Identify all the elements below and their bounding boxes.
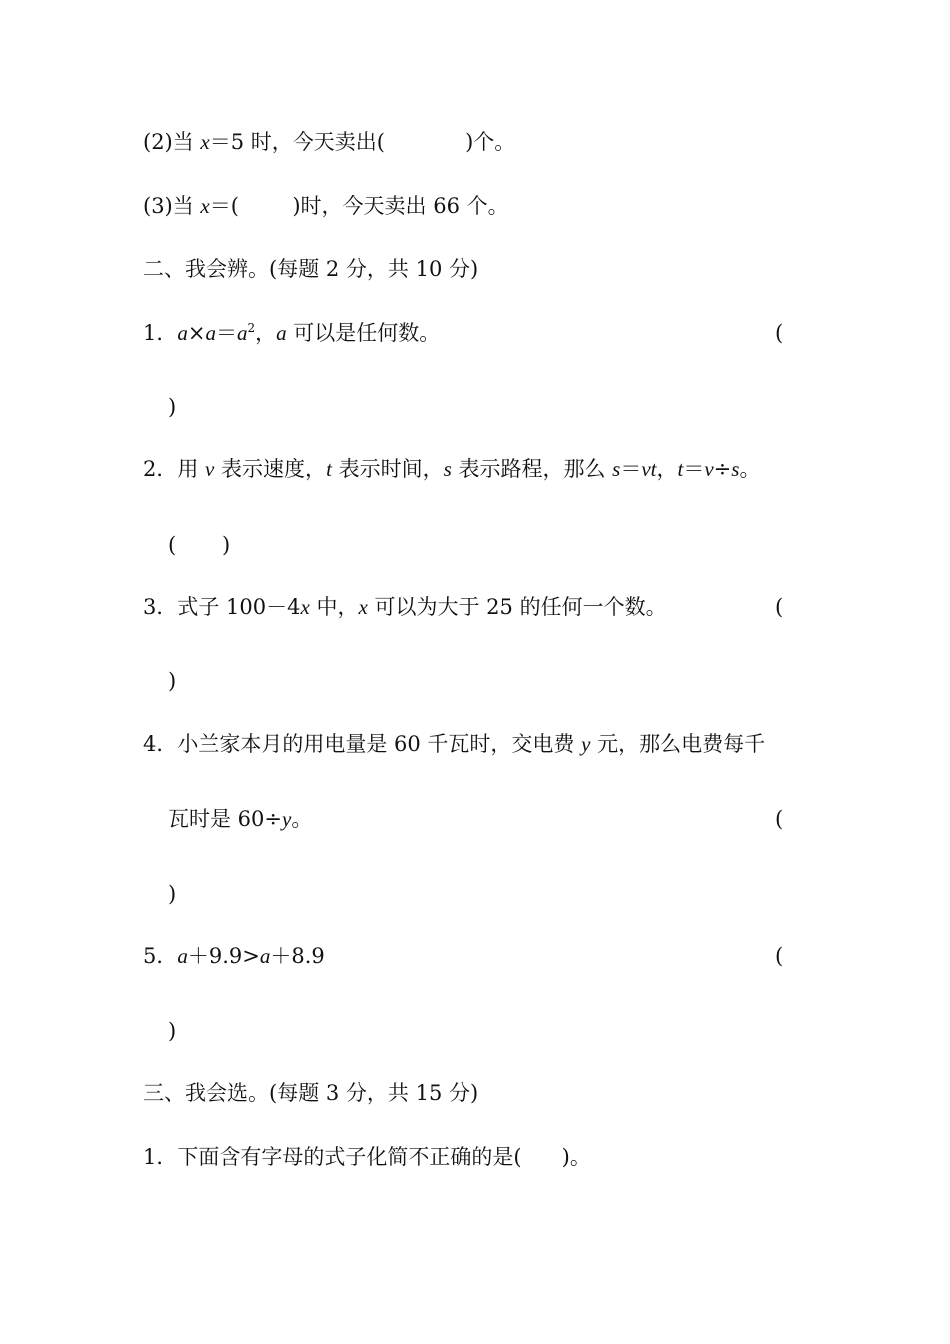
judge-item-5: [143, 942, 325, 970]
q2-prefix: (2)当: [143, 130, 201, 154]
judge-1-eq: ＝: [215, 321, 237, 345]
section-3-title: 三、我会选。(每题 3 分，共 15 分): [143, 1081, 479, 1105]
judge-4-line1-a: 4．小兰家本月的用电量是 60 千瓦时，交电费: [143, 732, 582, 756]
judge-item-4-line-2: [168, 805, 312, 833]
judge-3-t1: 中，: [309, 595, 359, 619]
judge-5-close-paren: ): [168, 1019, 177, 1043]
q3-var: x: [200, 194, 210, 218]
judge-1-num: 1．: [143, 321, 178, 345]
judge-5-open-paren: (: [775, 944, 784, 968]
judge-5-num: 5．: [143, 944, 178, 968]
q2-var: x: [200, 130, 210, 154]
judge-3-x2: x: [358, 595, 368, 619]
judge-4-close-paren: ): [168, 882, 177, 906]
judge-2-s: s: [443, 457, 452, 481]
judge-1-a3: a: [236, 321, 248, 345]
q3-prefix: (3)当: [143, 194, 201, 218]
judge-1-exponent: 2: [247, 321, 256, 335]
judge-2-t3: 表示路程，那么: [451, 457, 613, 481]
judge-2-num: 2．用: [143, 457, 206, 481]
judge-3-open-paren: (: [775, 595, 784, 619]
judge-3-t2: 可以为大于 25 的任何一个数。: [367, 595, 667, 619]
judge-2-comma: ，: [656, 457, 678, 481]
q2-middle: ＝5 时，今天卖出(: [209, 130, 385, 154]
judge-1-a4: a: [276, 321, 287, 345]
section-2-title: 二、我会辨。(每题 2 分，共 10 分): [143, 257, 479, 281]
judge-item-4-line-1: [143, 730, 765, 758]
judge-1-close-paren: ): [168, 395, 177, 419]
judge-2-t1: 表示速度，: [214, 457, 327, 481]
choice-1-blank: [522, 1145, 562, 1169]
judge-4-line2-b: 。: [291, 807, 313, 831]
judge-5-end: ＋8.9: [270, 944, 325, 968]
judge-5-a1: a: [177, 944, 188, 968]
judge-4-y1: y: [581, 732, 591, 756]
judge-2-eq2: ＝: [683, 457, 705, 481]
judge-item-2: [143, 455, 760, 483]
judge-3-num: 3．式子 100－4: [143, 595, 301, 619]
judge-2-close-paren: ): [222, 533, 231, 557]
judge-2-eq1: ＝: [620, 457, 642, 481]
judge-2-t4: t: [677, 457, 684, 481]
judge-4-line2-a: 瓦时是 60÷: [168, 807, 282, 831]
judge-2-t: t: [326, 457, 332, 481]
q2-suffix: )个。: [465, 130, 516, 154]
judge-4-line1-b: 元，那么电费每千: [590, 732, 766, 756]
judge-1-times: ×: [187, 321, 206, 345]
judge-item-3: [143, 593, 667, 621]
q2-blank: [385, 130, 465, 154]
q3-blank: [239, 194, 292, 218]
judge-1-rest: 可以是任何数。: [286, 321, 441, 345]
question-3: [143, 192, 509, 220]
judge-1-a1: a: [177, 321, 188, 345]
judge-2-vt: vt: [641, 457, 657, 481]
question-2: [143, 128, 515, 156]
judge-4-open-paren: (: [775, 807, 784, 831]
judge-2-s3: s: [731, 457, 740, 481]
q3-middle: ＝(: [209, 194, 239, 218]
choice-1-end: )。: [561, 1145, 591, 1169]
judge-2-t2: 表示时间，: [331, 457, 444, 481]
judge-3-x1: x: [300, 595, 310, 619]
judge-2-v2: v: [704, 457, 714, 481]
judge-2-s2: s: [612, 457, 621, 481]
judge-4-y2: y: [282, 807, 292, 831]
judge-item-1: [143, 319, 440, 347]
judge-3-close-paren: ): [168, 669, 177, 693]
judge-5-mid: ＋9.9>: [187, 944, 260, 968]
judge-1-open-paren: (: [775, 321, 784, 345]
judge-1-a2: a: [205, 321, 216, 345]
judge-5-a2: a: [259, 944, 271, 968]
judge-2-open-paren: (: [168, 533, 177, 557]
judge-2-div: ÷: [713, 457, 732, 481]
q3-suffix: )时，今天卖出 66 个。: [292, 194, 509, 218]
choice-item-1: [143, 1143, 591, 1171]
judge-1-comma: ，: [255, 321, 277, 345]
judge-2-end: 。: [739, 457, 761, 481]
choice-1-text: 1．下面含有字母的式子化简不正确的是(: [143, 1145, 522, 1169]
judge-2-v: v: [205, 457, 215, 481]
